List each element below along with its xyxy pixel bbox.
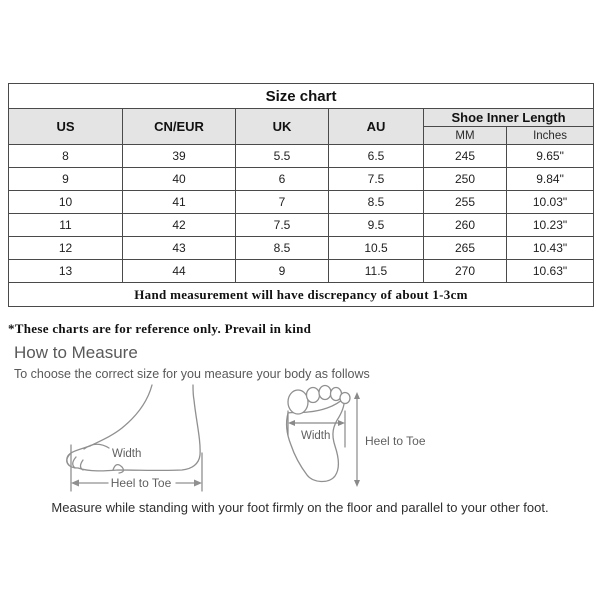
table-cell: 6 bbox=[236, 168, 329, 191]
table-cell: 10.23" bbox=[507, 214, 594, 237]
toe-2 bbox=[307, 388, 320, 403]
table-cell: 7.5 bbox=[236, 214, 329, 237]
arrowhead-right-icon bbox=[194, 480, 202, 487]
table-cell: 250 bbox=[424, 168, 507, 191]
table-cell: 245 bbox=[424, 145, 507, 168]
toe-5 bbox=[340, 393, 350, 404]
side-heel-to-toe-label: Heel to Toe bbox=[110, 476, 172, 490]
table-cell: 13 bbox=[9, 260, 123, 283]
table-cell: 43 bbox=[123, 237, 236, 260]
big-toe bbox=[288, 390, 308, 414]
instep-width-arc bbox=[84, 444, 109, 449]
col-header-uk: UK bbox=[236, 109, 329, 145]
column-header-row bbox=[9, 109, 594, 127]
table-cell: 10.5 bbox=[329, 237, 424, 260]
table-cell: 40 bbox=[123, 168, 236, 191]
table-cell: 10.63" bbox=[507, 260, 594, 283]
col-header-inches: Inches bbox=[507, 127, 594, 145]
table-cell: 10 bbox=[9, 191, 123, 214]
footprint-width-label: Width bbox=[301, 430, 331, 442]
table-footnote: Hand measurement will have discrepancy of about 1-3cm bbox=[9, 283, 594, 307]
vert-arrowhead-top-icon bbox=[354, 392, 360, 399]
how-to-measure-subheading: To choose the correct size for you measure your body as follows bbox=[14, 367, 370, 381]
table-footnote-row bbox=[9, 283, 594, 307]
table-row bbox=[9, 168, 594, 191]
table-cell: 42 bbox=[123, 214, 236, 237]
table-cell: 8.5 bbox=[236, 237, 329, 260]
table-cell: 41 bbox=[123, 191, 236, 214]
table-cell: 8 bbox=[9, 145, 123, 168]
table-cell: 9 bbox=[9, 168, 123, 191]
col-header-mm: MM bbox=[424, 127, 507, 145]
table-cell: 9 bbox=[236, 260, 329, 283]
sole-loop bbox=[113, 465, 123, 473]
table-cell: 9.84" bbox=[507, 168, 594, 191]
table-row bbox=[9, 191, 594, 214]
table-cell: 5.5 bbox=[236, 145, 329, 168]
table-title-row bbox=[9, 84, 594, 109]
col-header-au: AU bbox=[329, 109, 424, 145]
table-cell: 9.65" bbox=[507, 145, 594, 168]
table-cell: 7 bbox=[236, 191, 329, 214]
col-header-inner-length: Shoe Inner Length bbox=[424, 109, 594, 127]
table-cell: 270 bbox=[424, 260, 507, 283]
table-cell: 10.43" bbox=[507, 237, 594, 260]
col-header-us: US bbox=[9, 109, 123, 145]
size-chart-title: Size chart bbox=[9, 84, 594, 109]
foot-side-view-diagram bbox=[55, 383, 220, 495]
toe-3 bbox=[319, 386, 331, 400]
how-to-measure-heading: How to Measure bbox=[14, 343, 138, 362]
table-cell: 9.5 bbox=[329, 214, 424, 237]
table-cell: 6.5 bbox=[329, 145, 424, 168]
table-cell: 39 bbox=[123, 145, 236, 168]
measure-caption: Measure while standing with your foot firmly on the floor and parallel to your other foot. bbox=[51, 500, 549, 515]
arrowhead-left-icon bbox=[71, 480, 79, 487]
table-row bbox=[9, 214, 594, 237]
col-header-cneur: CN/EUR bbox=[123, 109, 236, 145]
table-cell: 10.03" bbox=[507, 191, 594, 214]
vert-arrowhead-bottom-icon bbox=[354, 480, 360, 487]
table-cell: 11 bbox=[9, 214, 123, 237]
table-cell: 8.5 bbox=[329, 191, 424, 214]
table-row bbox=[9, 237, 594, 260]
table-row bbox=[9, 260, 594, 283]
table-cell: 260 bbox=[424, 214, 507, 237]
table-cell: 255 bbox=[424, 191, 507, 214]
reference-note: *These charts are for reference only. Prevail in kind bbox=[8, 321, 312, 336]
table-cell: 11.5 bbox=[329, 260, 424, 283]
table-row bbox=[9, 145, 594, 168]
footprint-heel-to-toe-label: Heel to Toe bbox=[365, 434, 426, 448]
side-width-label: Width bbox=[112, 448, 142, 460]
toe-crease-lines bbox=[67, 454, 83, 470]
width-arrowhead-right-icon bbox=[338, 420, 345, 426]
footprint-diagram bbox=[275, 383, 435, 495]
size-chart-table bbox=[8, 83, 594, 307]
table-cell: 44 bbox=[123, 260, 236, 283]
table-cell: 7.5 bbox=[329, 168, 424, 191]
table-cell: 265 bbox=[424, 237, 507, 260]
table-cell: 12 bbox=[9, 237, 123, 260]
